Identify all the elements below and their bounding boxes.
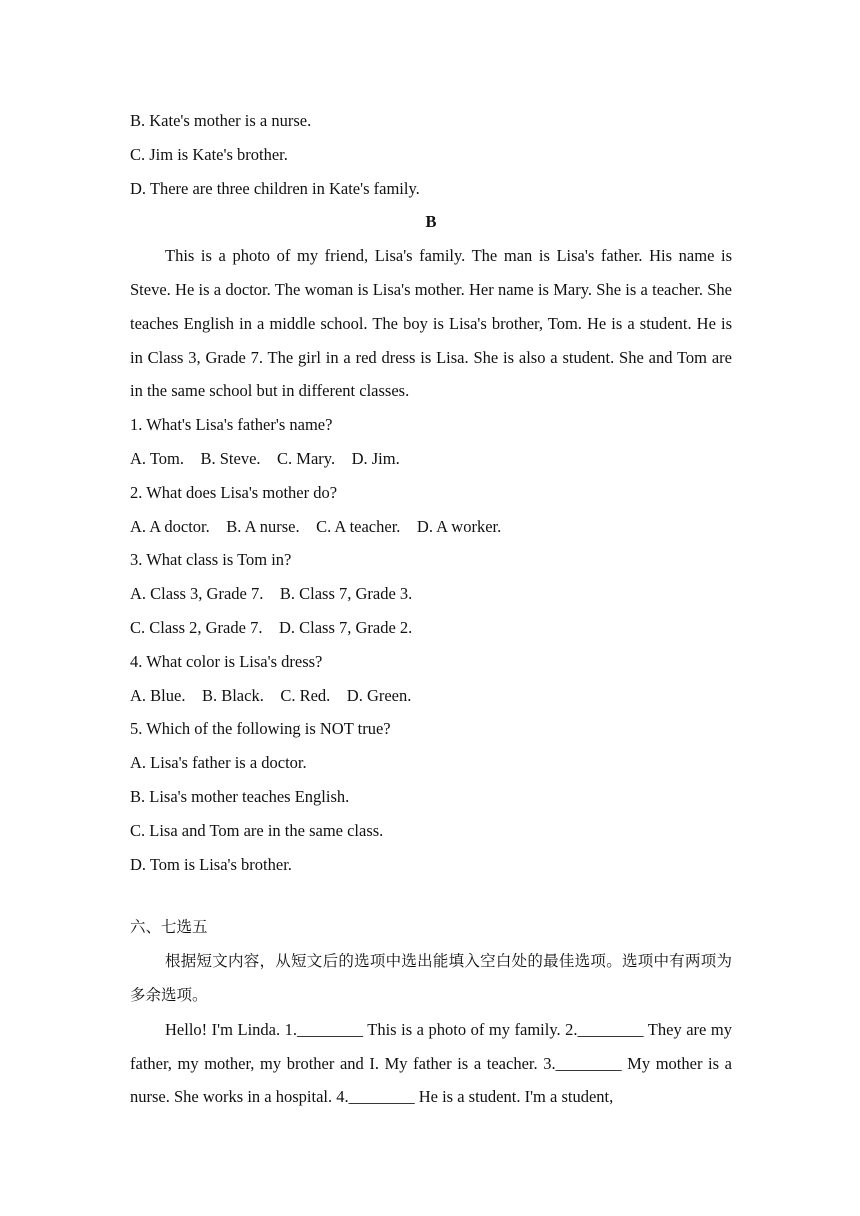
answer-options: C. Class 2, Grade 7. D. Class 7, Grade 2. [130,617,413,637]
section-heading: 六、七选五 [130,918,208,937]
question: 1. What's Lisa's father's name? [130,415,333,435]
answer-options: A. Blue. B. Black. C. Red. D. Green. [130,685,412,705]
answer-options: A. Class 3, Grade 7. B. Class 7, Grade 3. [130,584,413,604]
answer-option: D. Tom is Lisa's brother. [130,854,292,874]
answer-options: A. A doctor. B. A nurse. C. A teacher. D. A worker. [130,516,502,536]
question: 4. What color is Lisa's dress? [130,651,323,671]
question: 5. Which of the following is NOT true? [130,719,391,739]
answer-option: A. Lisa's father is a doctor. [130,753,307,773]
option-line: C. Jim is Kate's brother. [130,144,288,164]
reading-passage: This is a photo of my friend, Lisa's family. The man is Lisa's father. His name is Steve. He is a doctor. The woman is Lisa's mother. Her name is Mary. She is a teacher. She teaches English in a middle school. The boy is Lisa's brother, Tom. He is a student. He is in Class 3, Grade 7. The girl in a red dress is Lisa. She is also a student. She and Tom are in the same school but in different classes. [130,246,732,401]
answer-options: A. Tom. B. Steve. C. Mary. D. Jim. [130,448,400,468]
spacer [130,881,732,911]
answer-option: B. Lisa's mother teaches English. [130,786,350,806]
section-label: B [425,212,437,232]
question: 3. What class is Tom in? [130,550,292,570]
question: 2. What does Lisa's mother do? [130,482,338,502]
document-content [130,104,732,1114]
section-instruction: 根据短文内容，从短文后的选项中选出能填入空白处的最佳选项。选项中有两项为多余选项。 [130,952,732,1004]
answer-option: C. Lisa and Tom are in the same class. [130,820,384,840]
cloze-passage: Hello! I'm Linda. 1.________ This is a photo of my family. 2.________ They are my father, my mother, my brother and I. My father is a teacher. 3.________ My mother is a nurse. She works in a hospital. 4.________ He is a student. I'm a student, [130,1019,732,1107]
option-line: B. Kate's mother is a nurse. [130,111,312,130]
option-line: D. There are three children in Kate's family. [130,178,420,198]
